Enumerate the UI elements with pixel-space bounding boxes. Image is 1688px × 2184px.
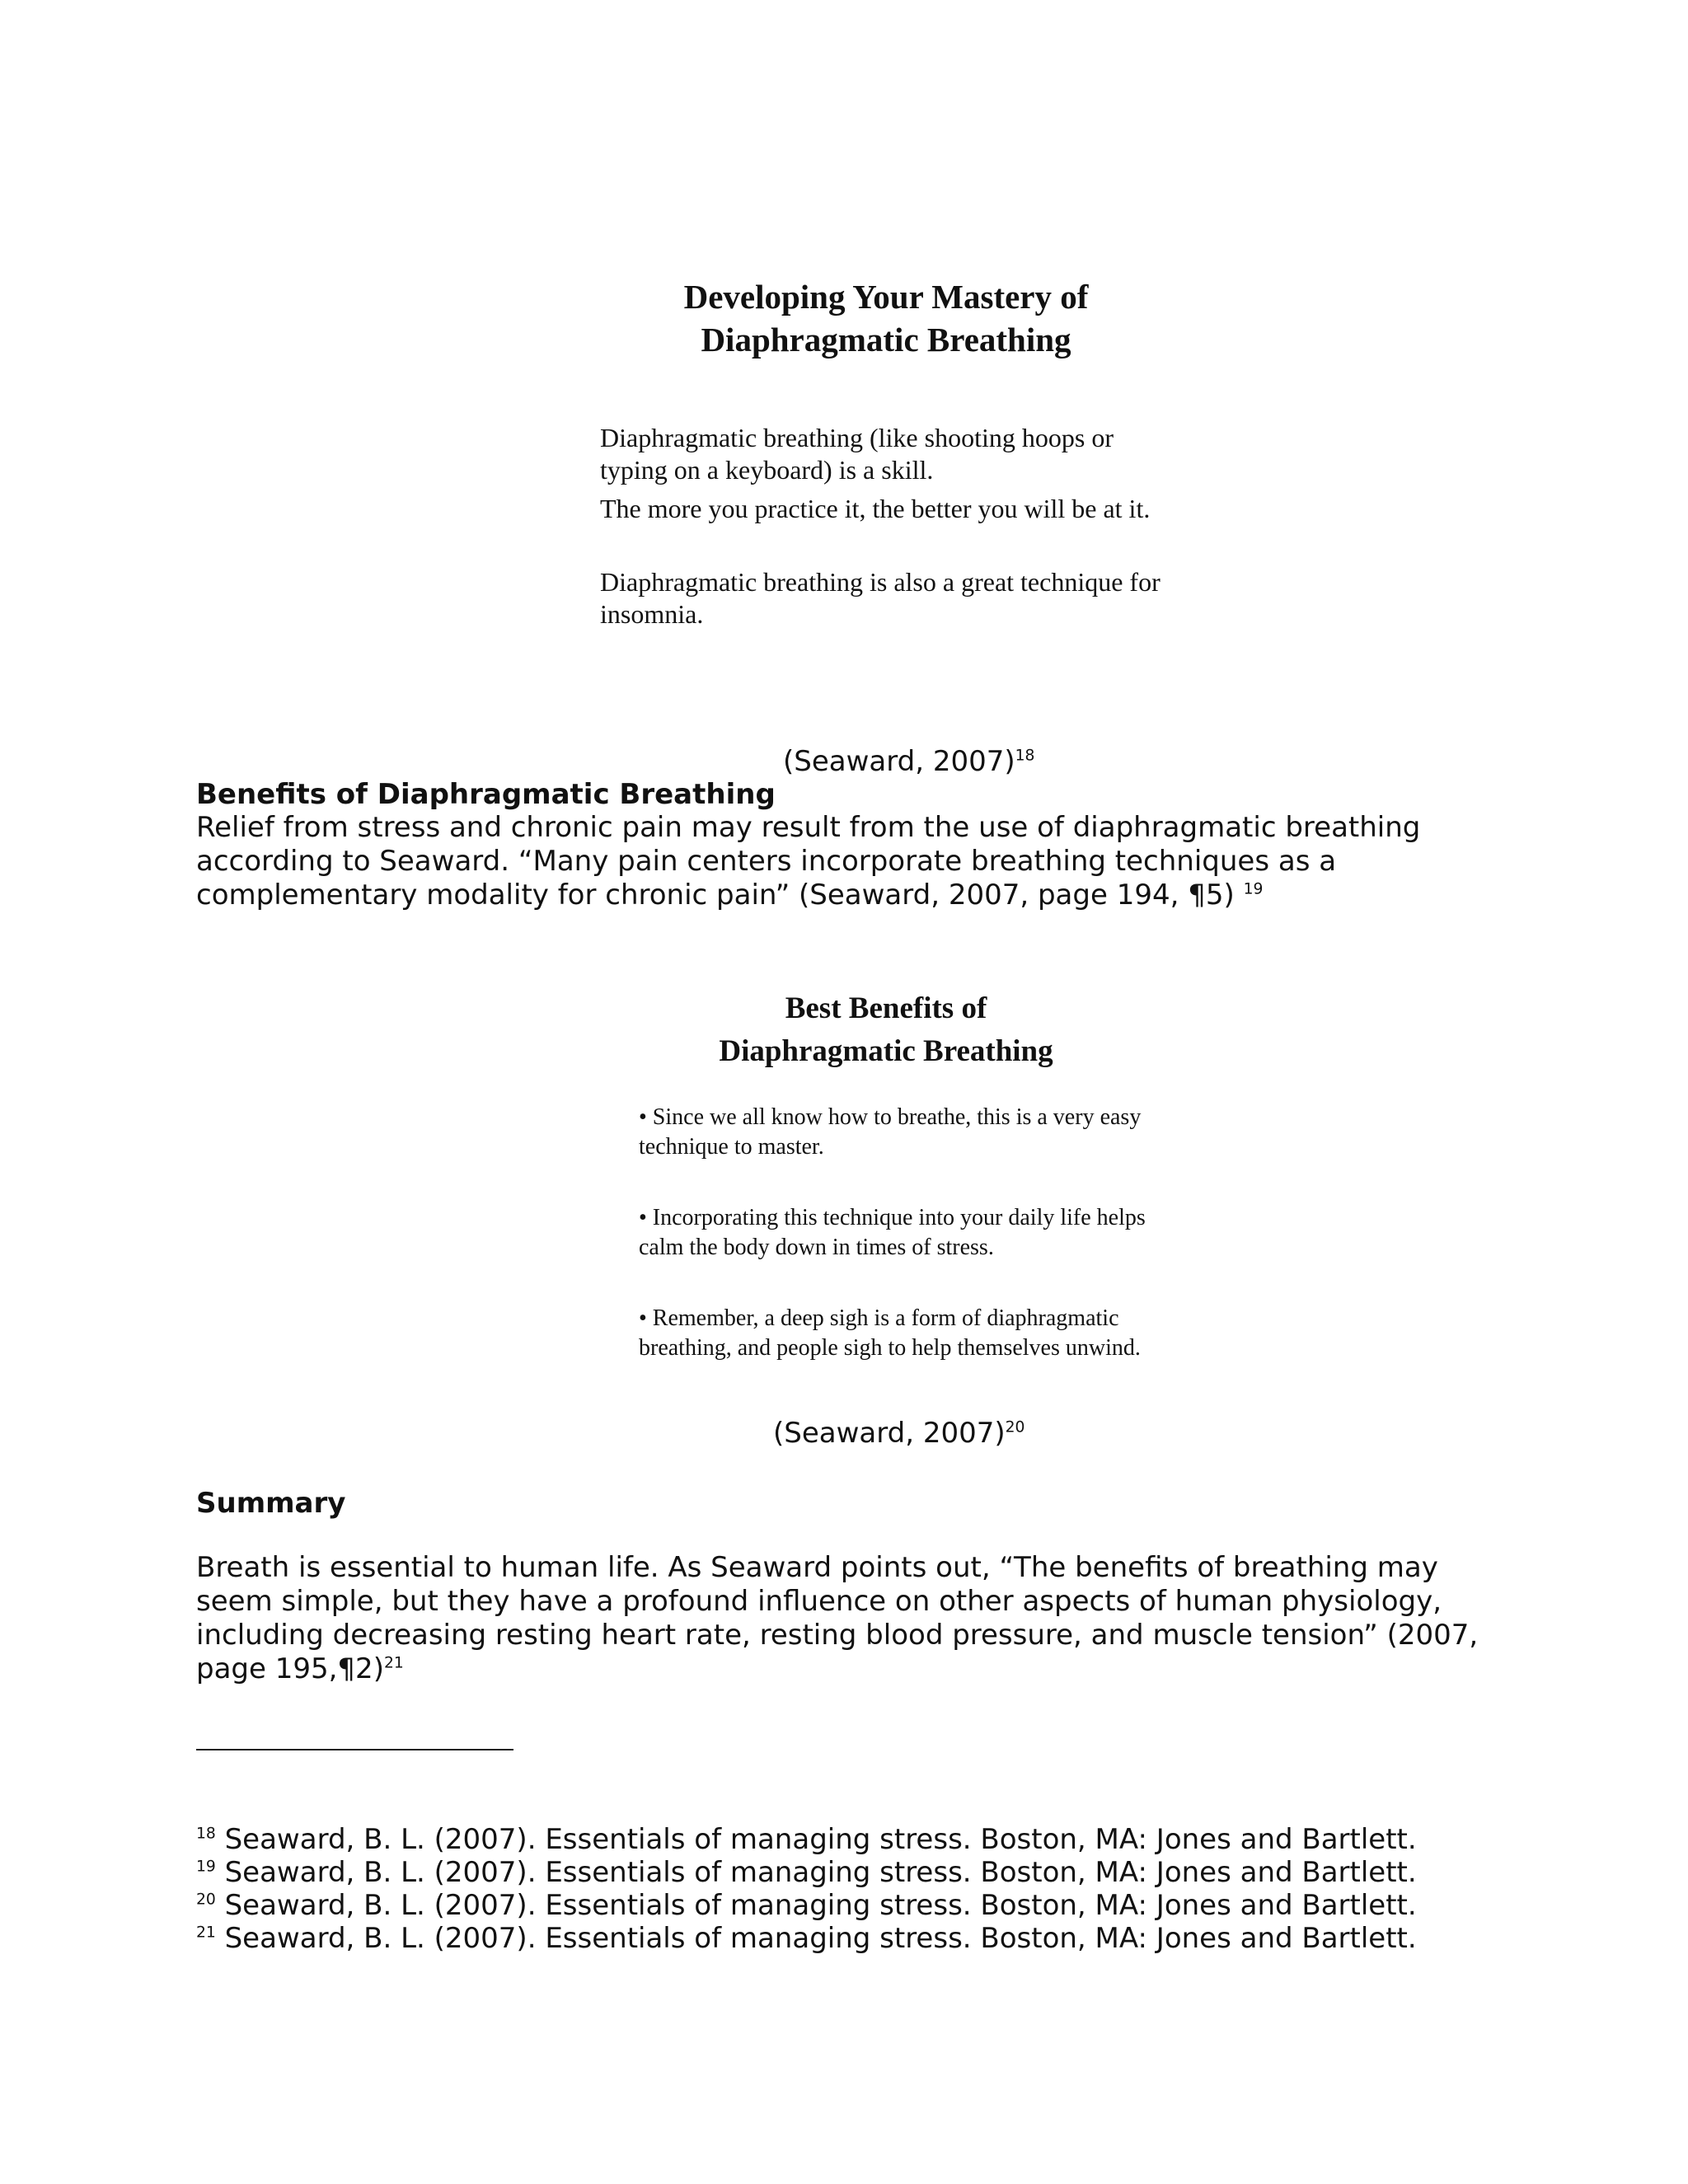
- intro-paragraph: The more you practice it, the better you will be at it.: [600, 494, 1151, 523]
- citation: [773, 1416, 1025, 1451]
- footnote-ref: 21: [383, 1654, 404, 1672]
- list-item: • Since we all know how to breathe, this is a very easy technique to master.: [639, 1104, 1142, 1160]
- footnote-number: 21: [196, 1924, 216, 1942]
- paragraph-text: Relief from stress and chronic pain may result from the use of diaphragmatic breathing according to Seaward. “Many pain centers incorporate breathing techniques as a complementary modality for chronic pain” (Seaward, 2007, page 194, ¶5): [196, 811, 1421, 912]
- footnote-list: [196, 1823, 1531, 1955]
- footnote-ref: 18: [1015, 747, 1035, 765]
- section-paragraph: [196, 811, 1515, 912]
- footnote-text: Seaward, B. L. (2007). Essentials of managing stress. Boston, MA: Jones and Bartlett.: [215, 1856, 1417, 1889]
- footnote-ref: 20: [1005, 1418, 1025, 1436]
- intro-paragraph: Diaphragmatic breathing (like shooting hoops or typing on a keyboard) is a skill.: [600, 423, 1114, 485]
- footnote: [196, 1922, 1531, 1955]
- citation-text: (Seaward, 2007): [773, 1417, 1006, 1450]
- paragraph-text: Breath is essential to human life. As Seaward points out, “The benefits of breathing may seem simple, but they have a profound influence on other aspects of human physiology, including decreasing resting heart rate, resting blood pressure, and muscle tension” (2007, page 195,¶2): [196, 1551, 1479, 1685]
- section-heading: Summary: [196, 1487, 346, 1520]
- footnote-text: Seaward, B. L. (2007). Essentials of managing stress. Boston, MA: Jones and Bartlett.: [215, 1889, 1417, 1922]
- intro-paragraph: Diaphragmatic breathing is also a great technique for insomnia.: [600, 567, 1160, 629]
- bullet-list: [639, 1103, 1150, 1404]
- intro-text-box: [600, 422, 1160, 630]
- citation-text: (Seaward, 2007): [783, 745, 1015, 778]
- list-item: • Incorporating this technique into your daily life helps calm the body down in times of stress.: [639, 1205, 1146, 1260]
- footnote-divider: [196, 1749, 513, 1750]
- footnote-number: 18: [196, 1825, 216, 1843]
- page-title: Developing Your Mastery of Diaphragmatic Breathing: [683, 278, 1089, 359]
- footnote-number: 20: [196, 1891, 216, 1909]
- footnote: [196, 1856, 1531, 1889]
- citation: [783, 744, 1034, 779]
- footnote-ref: 19: [1243, 880, 1264, 898]
- footnote: [196, 1889, 1531, 1922]
- footnote: [196, 1823, 1531, 1856]
- section-heading: Benefits of Diaphragmatic Breathing: [196, 778, 776, 811]
- footnote-number: 19: [196, 1858, 216, 1876]
- list-item: • Remember, a deep sigh is a form of diaphragmatic breathing, and people sigh to help themselves unwind.: [639, 1305, 1141, 1361]
- footnote-text: Seaward, B. L. (2007). Essentials of managing stress. Boston, MA: Jones and Bartlett.: [215, 1922, 1417, 1955]
- section-paragraph: [196, 1551, 1515, 1686]
- footnote-text: Seaward, B. L. (2007). Essentials of managing stress. Boston, MA: Jones and Bartlett.: [215, 1823, 1417, 1856]
- subsection-title: Best Benefits of Diaphragmatic Breathing: [719, 991, 1053, 1068]
